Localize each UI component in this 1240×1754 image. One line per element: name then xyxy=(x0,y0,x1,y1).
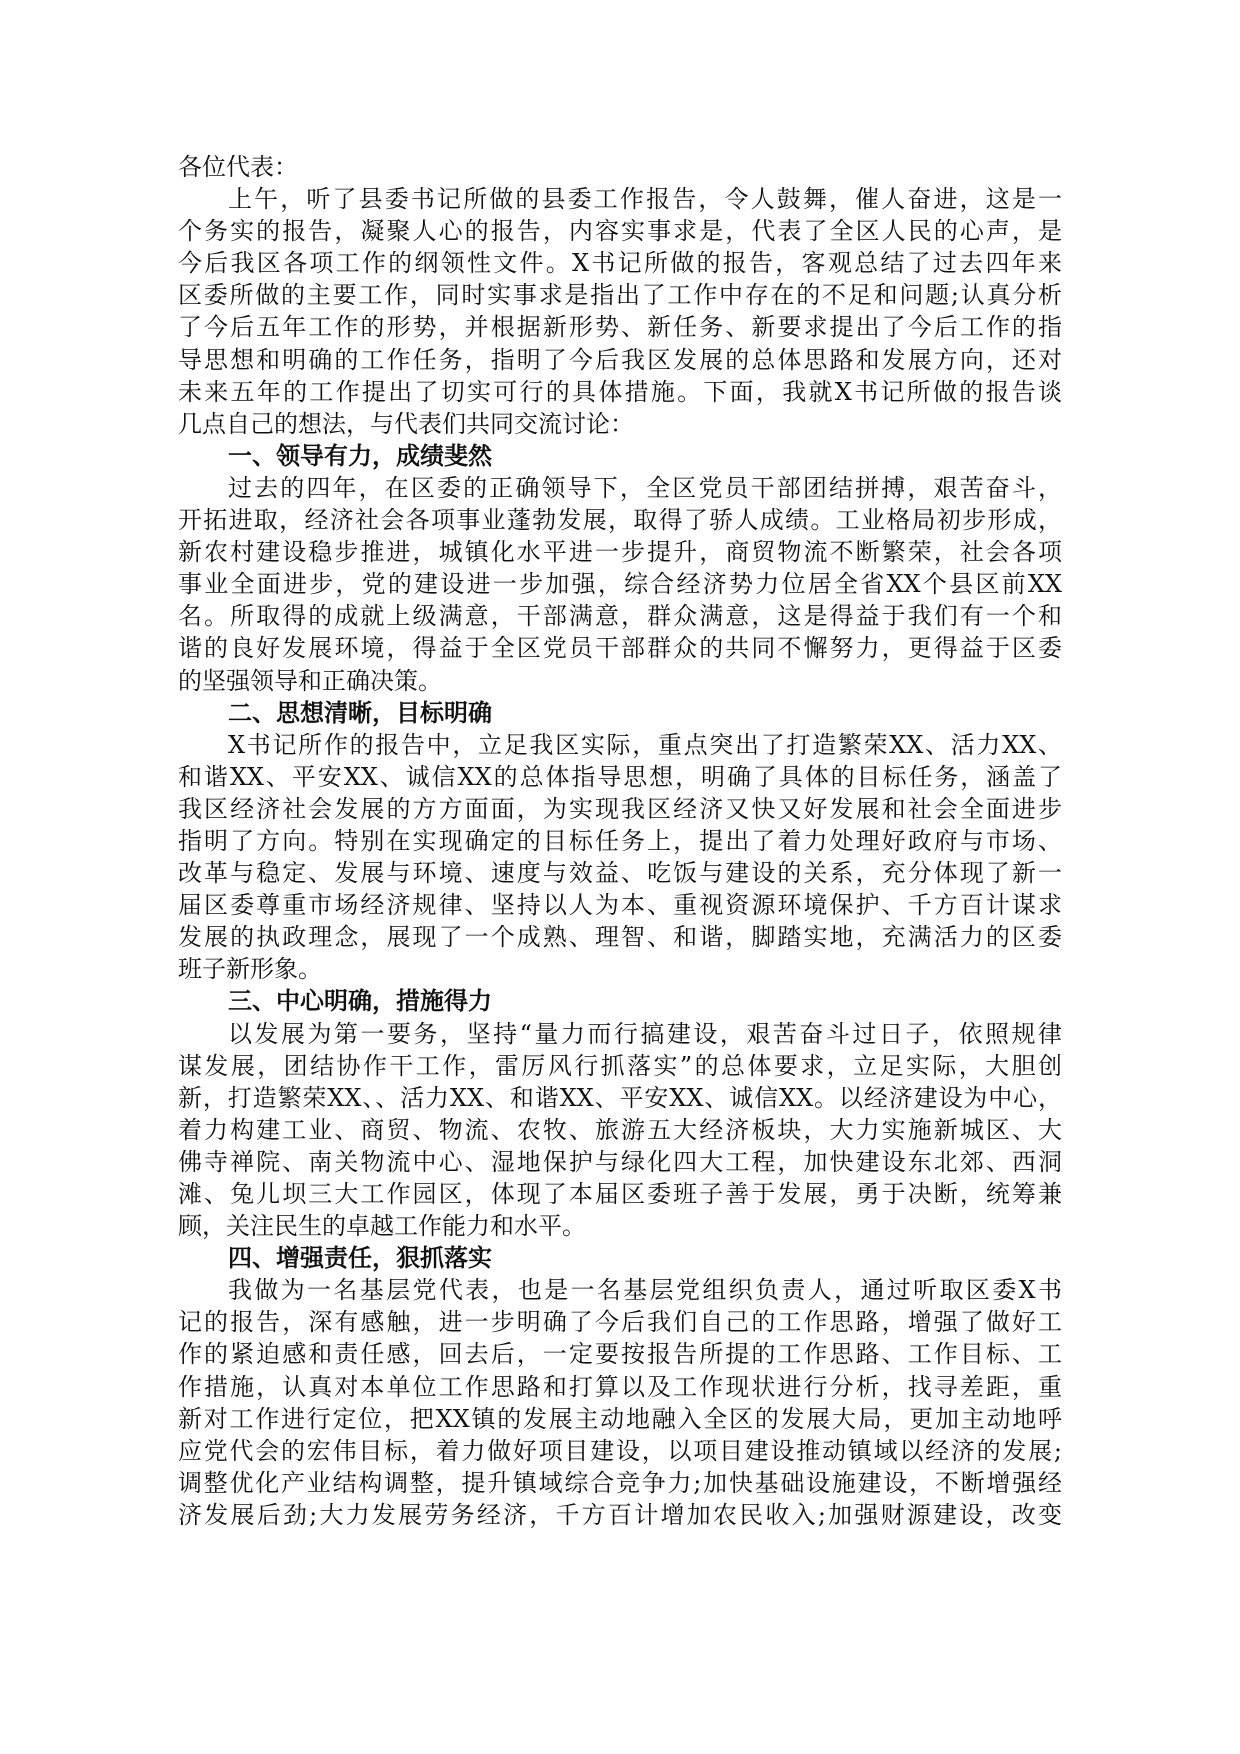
paragraph xyxy=(178,1274,1062,1531)
text-line: 新，打造繁荣XX、、活力XX、和谐XX、平安XX、诚信XX。以经济建设为中心， xyxy=(178,1083,1062,1112)
text-line: 作的紧迫感和责任感，回去后，一定要按报告所提的工作思路、工作目标、工 xyxy=(178,1340,1062,1369)
text-line: 几点自己的想法，与代表们共同交流讨论： xyxy=(178,409,634,438)
text-line: 调整优化产业结构调整，提升镇域综合竞争力;加快基础设施建设，不断增强经 xyxy=(178,1468,1062,1497)
text-line: 佛寺禅院、南关物流中心、湿地保护与绿化四大工程，加快建设东北郊、西洞 xyxy=(178,1147,1062,1176)
section-heading: 四、增强责任，狠抓落实 xyxy=(228,1244,492,1273)
text-line: X书记所作的报告中，立足我区实际，重点突出了打造繁荣XX、活力XX、 xyxy=(228,730,1062,759)
text-line: 顾，关注民生的卓越工作能力和水平。 xyxy=(178,1212,586,1241)
text-line: 的坚强领导和正确决策。 xyxy=(178,666,442,695)
text-line: 新农村建设稳步推进，城镇化水平进一步提升，商贸物流不断繁荣，社会各项 xyxy=(178,538,1062,567)
text-line: 上午，听了县委书记所做的县委工作报告，令人鼓舞，催人奋进，这是一 xyxy=(228,185,1062,214)
text-line: 作措施，认真对本单位工作思路和打算以及工作现状进行分析，找寻差距，重 xyxy=(178,1372,1062,1401)
paragraph xyxy=(178,1018,1062,1243)
text-line: 记的报告，深有感触，进一步明确了今后我们自己的工作思路，增强了做好工 xyxy=(178,1308,1062,1337)
text-line: 今后我区各项工作的纲领性文件。X书记所做的报告，客观总结了过去四年来 xyxy=(178,249,1062,278)
text-line: 届区委尊重市场经济规律、坚持以人为本、重视资源环境保护、千方百计谋求 xyxy=(178,891,1062,920)
text-line: 指明了方向。特别在实现确定的目标任务上，提出了着力处理好政府与市场、 xyxy=(178,826,1062,855)
section-heading: 二、思想清晰，目标明确 xyxy=(228,698,492,727)
text-line: 谐的良好发展环境，得益于全区党员干部群众的共同不懈努力，更得益于区委 xyxy=(178,634,1062,663)
section-heading: 三、中心明确，措施得力 xyxy=(228,987,492,1016)
text-line: 以发展为第一要务，坚持“量力而行搞建设，艰苦奋斗过日子，依照规律 xyxy=(228,1019,1062,1048)
salutation: 各位代表： xyxy=(178,153,298,181)
paragraph xyxy=(178,183,1062,440)
text-line: 名。所取得的成就上级满意，干部满意，群众满意，这是得益于我们有一个和 xyxy=(178,602,1062,631)
text-line: 滩、兔儿坝三大工作园区，体现了本届区委班子善于发展，勇于决断，统筹兼 xyxy=(178,1180,1062,1208)
text-line: 应党代会的宏伟目标，着力做好项目建设，以项目建设推动镇域以经济的发展; xyxy=(178,1436,1062,1465)
text-line: 济发展后劲;大力发展劳务经济，千方百计增加农民收入;加强财源建设，改变 xyxy=(178,1500,1062,1529)
text-line: 了今后五年工作的形势，并根据新形势、新任务、新要求提出了今后工作的指 xyxy=(178,313,1062,342)
text-line: 我做为一名基层党代表，也是一名基层党组织负责人，通过听取区委X书 xyxy=(228,1276,1062,1305)
paragraph xyxy=(178,472,1062,697)
text-line: 着力构建工业、商贸、物流、农牧、旅游五大经济板块，大力实施新城区、大 xyxy=(178,1115,1062,1144)
text-line: 谋发展，团结协作干工作，雷厉风行抓落实”的总体要求，立足实际，大胆创 xyxy=(178,1051,1062,1080)
text-line: 和谐XX、平安XX、诚信XX的总体指导思想，明确了具体的目标任务，涵盖了 xyxy=(178,762,1062,791)
section-heading: 一、领导有力，成绩斐然 xyxy=(228,441,492,470)
text-line: 事业全面进步，党的建设进一步加强，综合经济势力位居全省XX个县区前XX xyxy=(178,570,1062,599)
text-line: 新对工作进行定位，把XX镇的发展主动地融入全区的发展大局，更加主动地呼 xyxy=(178,1404,1062,1433)
text-line: 导思想和明确的工作任务，指明了今后我区发展的总体思路和发展方向，还对 xyxy=(178,345,1062,374)
text-line: 班子新形象。 xyxy=(178,955,322,984)
text-line: 改革与稳定、发展与环境、速度与效益、吃饭与建设的关系，充分体现了新一 xyxy=(178,859,1062,888)
text-line: 个务实的报告，凝聚人心的报告，内容实事求是，代表了全区人民的心声，是 xyxy=(178,217,1062,246)
paragraph xyxy=(178,729,1062,986)
document-body xyxy=(178,151,1062,1531)
text-line: 发展的执政理念，展现了一个成熟、理智、和谐，脚踏实地，充满活力的区委 xyxy=(178,923,1062,952)
text-line: 我区经济社会发展的方方面面，为实现我区经济又快又好发展和社会全面进步 xyxy=(178,794,1062,823)
text-line: 未来五年的工作提出了切实可行的具体措施。下面，我就X书记所做的报告谈 xyxy=(178,377,1062,406)
text-line: 开拓进取，经济社会各项事业蓬勃发展，取得了骄人成绩。工业格局初步形成， xyxy=(178,506,1062,535)
text-line: 区委所做的主要工作，同时实事求是指出了工作中存在的不足和问题;认真分析 xyxy=(178,281,1062,310)
text-line: 过去的四年，在区委的正确领导下，全区党员干部团结拼搏，艰苦奋斗， xyxy=(228,473,1062,502)
